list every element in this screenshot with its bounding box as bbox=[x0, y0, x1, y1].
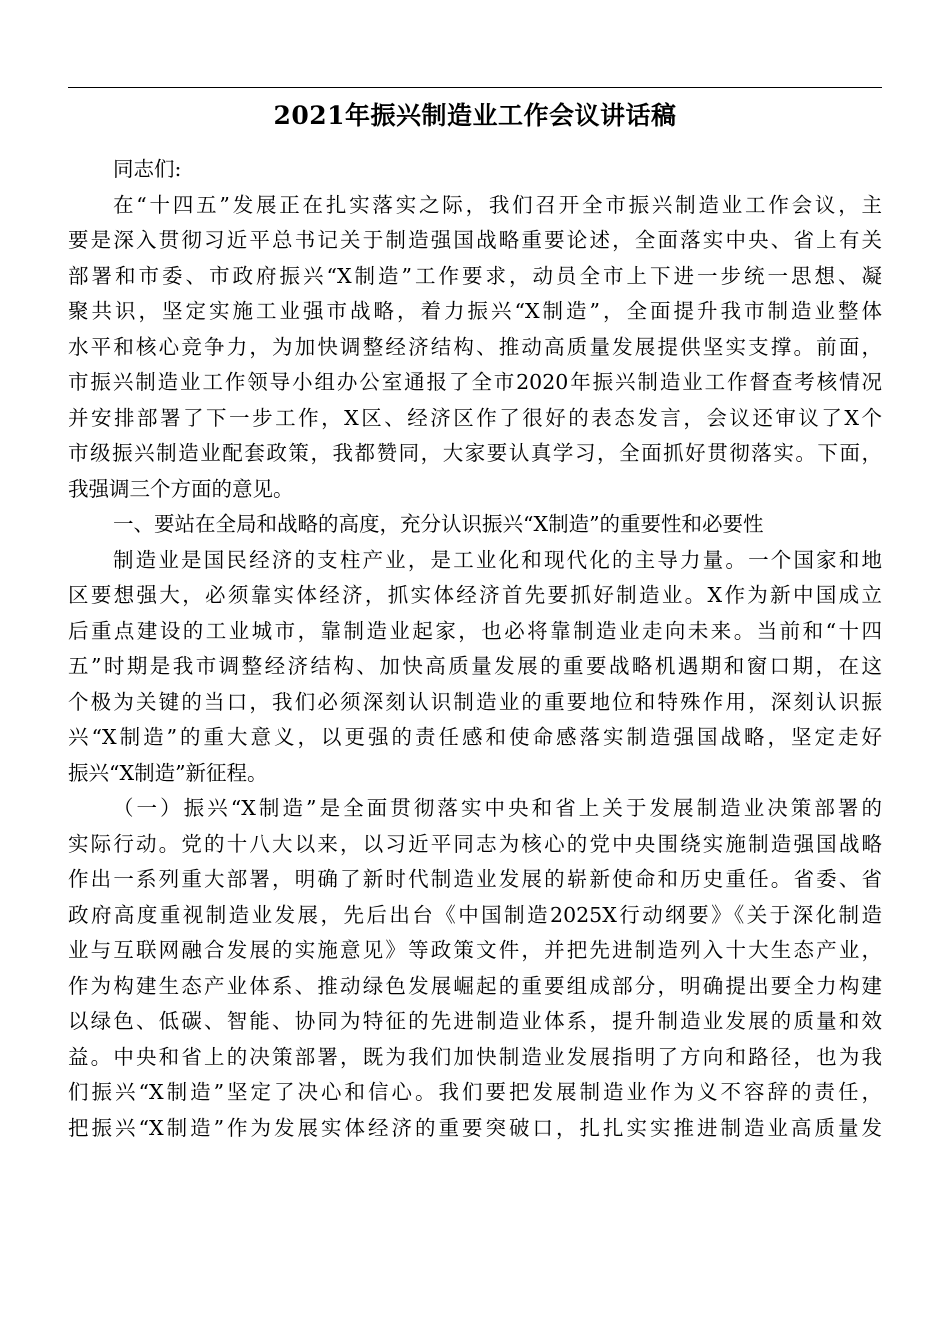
text-line: 市级振兴制造业配套政策，我都赞同，大家要认真学习，全面抓好贯彻落实。下面， bbox=[68, 441, 882, 465]
text-line: 实际行动。党的十八大以来，以习近平同志为核心的党中央围绕实施制造强国战略 bbox=[68, 831, 882, 856]
text-line: 振兴“X制造”新征程。 bbox=[68, 760, 268, 785]
text-line: 在“十四五”发展正在扎实落实之际，我们召开全市振兴制造业工作会议，主 bbox=[113, 192, 882, 217]
text-line: 兴“X制造”的重大意义，以更强的责任感和使命感落实制造强国战略，坚定走好 bbox=[68, 725, 882, 749]
text-line: 益。中央和省上的决策部署，既为我们加快制造业发展指明了方向和路径，也为我 bbox=[68, 1044, 882, 1069]
text-line: 以绿色、低碳、智能、协同为特征的先进制造业体系，提升制造业发展的质量和效 bbox=[68, 1009, 882, 1033]
text-line: 部署和市委、市政府振兴“X制造”工作要求，动员全市上下进一步统一思想、凝 bbox=[68, 263, 882, 288]
text-line: 制造业是国民经济的支柱产业，是工业化和现代化的主导力量。一个国家和地 bbox=[113, 547, 882, 572]
document-body bbox=[68, 152, 882, 1146]
text-line: 政府高度重视制造业发展，先后出台《中国制造2025X行动纲要》《关于深化制造 bbox=[68, 902, 882, 927]
text-line: 一、要站在全局和战略的高度，充分认识振兴“X制造”的重要性和必要性 bbox=[113, 512, 764, 536]
text-line: 个极为关键的当口，我们必须深刻认识制造业的重要地位和特殊作用，深刻认识振 bbox=[68, 689, 882, 714]
text-line: （一）振兴“X制造”是全面贯彻落实中央和省上关于发展制造业决策部署的 bbox=[113, 796, 882, 820]
text-line: 聚共识，坚定实施工业强市战略，着力振兴“X制造”，全面提升我市制造业整体 bbox=[68, 299, 882, 323]
text-line: 要是深入贯彻习近平总书记关于制造强国战略重要论述，全面落实中央、省上有关 bbox=[68, 228, 882, 252]
document-title: 2021年振兴制造业工作会议讲话稿 bbox=[273, 101, 677, 130]
text-line: 后重点建设的工业城市，靠制造业起家，也必将靠制造业走向未来。当前和“十四 bbox=[68, 618, 882, 643]
text-line: 五”时期是我市调整经济结构、加快高质量发展的重要战略机遇期和窗口期，在这 bbox=[68, 654, 882, 678]
text-line: 们振兴“X制造”坚定了决心和信心。我们要把发展制造业作为义不容辞的责任， bbox=[68, 1080, 882, 1104]
text-line: 我强调三个方面的意见。 bbox=[68, 476, 294, 501]
text-line: 水平和核心竞争力，为加快调整经济结构、推动高质量发展提供坚实支撑。前面， bbox=[68, 334, 882, 359]
text-line: 同志们: bbox=[113, 157, 182, 181]
text-line: 作为构建生态产业体系、推动绿色发展崛起的重要组成部分，明确提出要全力构建 bbox=[68, 973, 882, 998]
text-line: 把振兴“X制造”作为发展实体经济的重要突破口，扎扎实实推进制造业高质量发 bbox=[68, 1115, 882, 1140]
text-line: 并安排部署了下一步工作，X区、经济区作了很好的表态发言，会议还审议了X个 bbox=[68, 405, 882, 430]
text-line: 区要想强大，必须靠实体经济，抓实体经济首先要抓好制造业。X作为新中国成立 bbox=[68, 583, 882, 607]
text-line: 市振兴制造业工作领导小组办公室通报了全市2020年振兴制造业工作督查考核情况 bbox=[68, 370, 882, 394]
text-line: 业与互联网融合发展的实施意见》等政策文件，并把先进制造列入十大生态产业， bbox=[68, 938, 882, 962]
text-line: 作出一系列重大部署，明确了新时代制造业发展的崭新使命和历史重任。省委、省 bbox=[68, 867, 882, 891]
header-rule bbox=[68, 87, 882, 88]
